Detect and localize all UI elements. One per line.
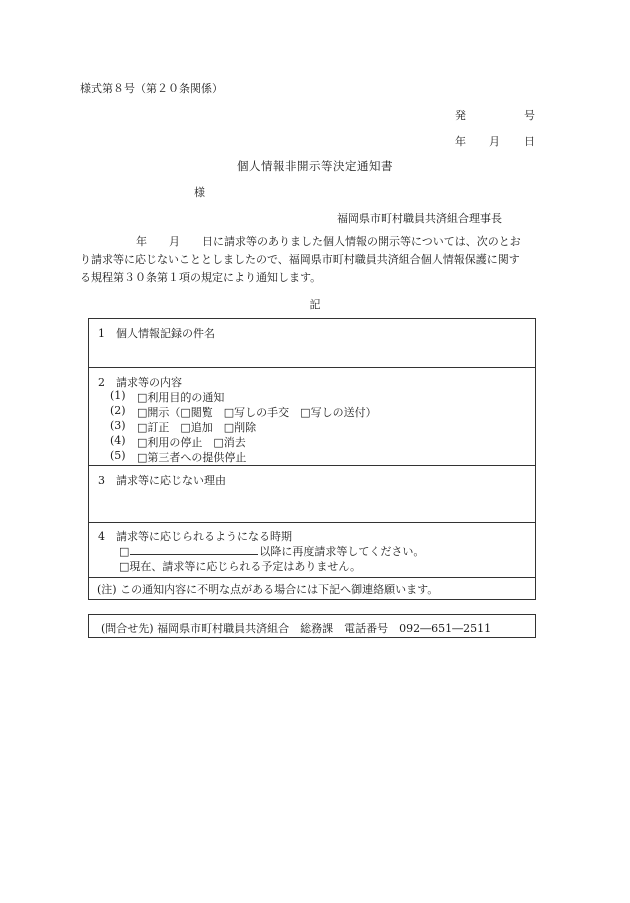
body-line-3: る規程第３０条第１項の規定により通知します。 [80,271,322,284]
date-day-label: 日 [524,135,535,148]
date-month-label: 月 [489,135,500,148]
details-table [88,318,536,600]
addressee-suffix: 様 [194,186,205,199]
section-available-time [89,522,535,578]
section-record-name [89,319,535,368]
section-2-label: 2 請求等の内容 [98,376,182,389]
date-year-label: 年 [455,135,466,148]
sender-name: 福岡県市町村職員共済組合理事長 [337,212,502,225]
section-1-label: 1 個人情報記録の件名 [98,327,215,340]
section-note [89,577,535,599]
issue-number-label: 号 [524,109,535,122]
date-blank-line [130,544,258,555]
note-text: (注) この通知内容に不明な点がある場合には下記へ御連絡願います。 [97,583,439,596]
issue-label: 発 [455,109,466,122]
body-line-1: 年 月 日に請求等のありました個人情報の開示等については、次のとお [136,235,521,248]
form-number: 様式第８号（第２０条関係） [80,82,223,95]
document-title: 個人情報非開示等決定通知書 [237,159,393,173]
body-line-2: り請求等に応じないこととしましたので、福岡県市町村職員共済組合個人情報保護に関す [80,253,520,266]
notice-body [80,233,555,287]
section-3-label: 3 請求等に応じない理由 [98,474,226,487]
section-reason [89,465,535,523]
section-request-content: 2 請求等の内容 (1) □利用目的の通知 (2) □開示（□閲覧 □写しの手交 □写しの送付） (3) □訂正 □追加 □削除 (4) □利用の停止 □消去 (5) □第三者への提供停止 [89,367,535,466]
ki-heading: 記 [309,298,321,311]
contact-box [88,614,536,638]
contact-text: (問合せ先) 福岡県市町村職員共済組合 総務課 電話番号 092―651―2511 [101,622,492,635]
time-option-1: □ 以降に再度請求等してください。 [119,545,425,558]
time-option-2: □現在、請求等に応じられる予定はありません。 [119,560,362,573]
section-4-label: 4 請求等に応じられるようになる時期 [98,530,292,543]
